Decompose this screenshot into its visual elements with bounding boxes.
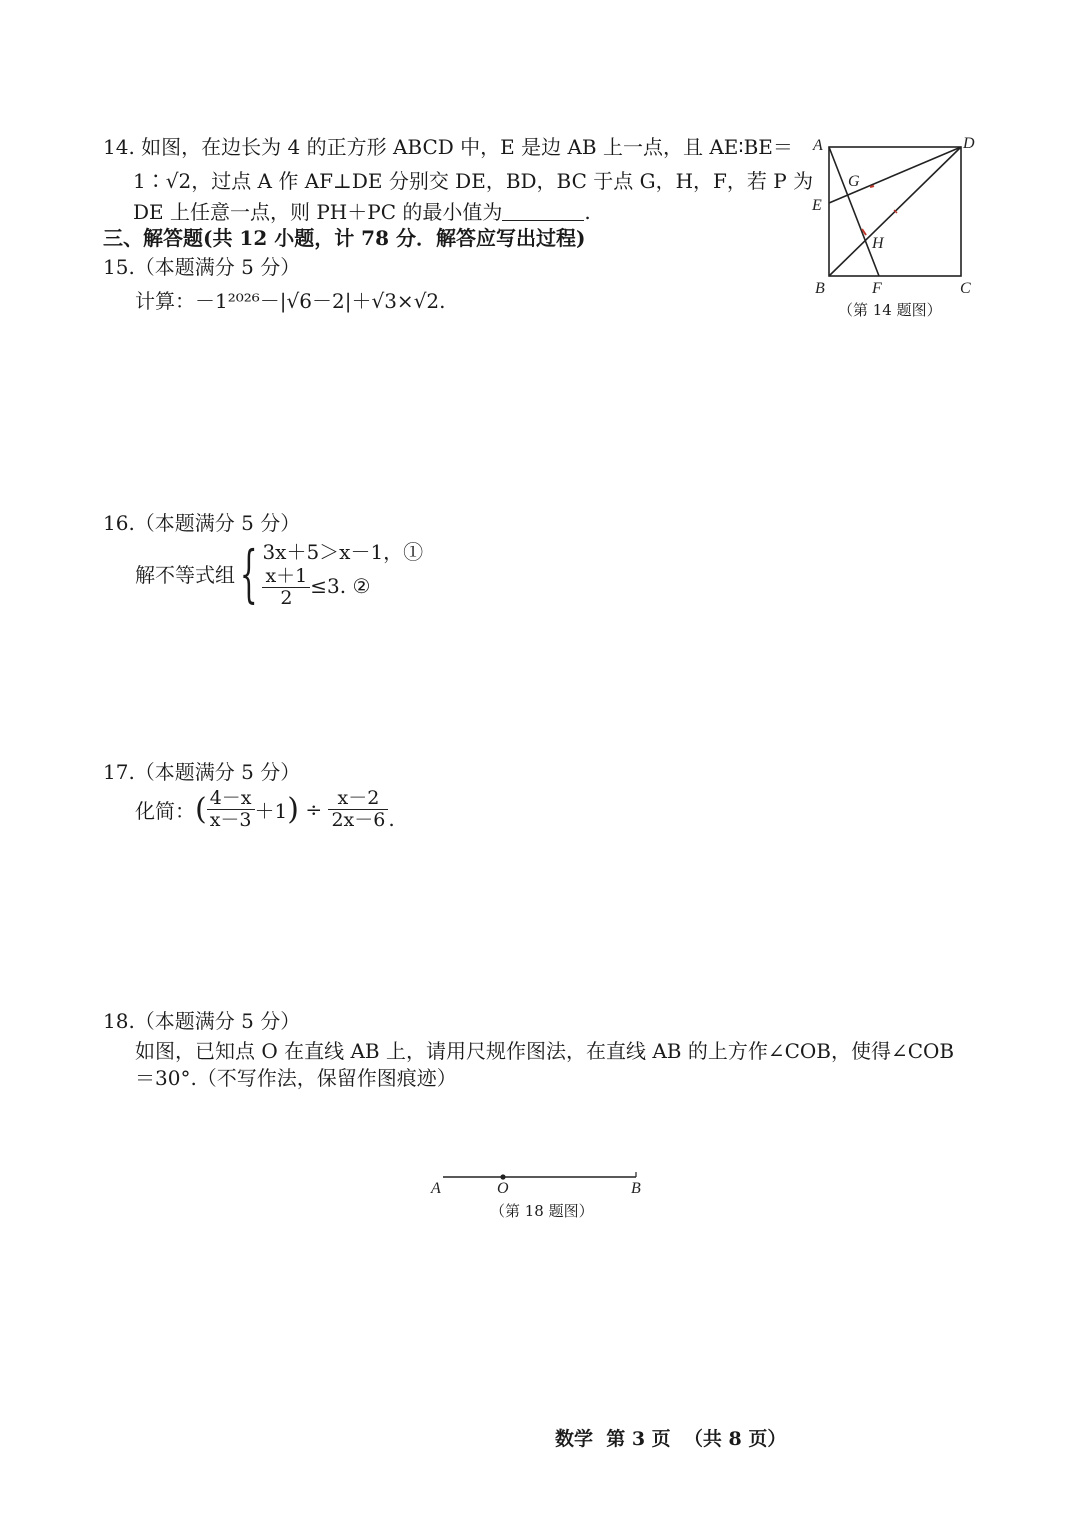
page-footer: 数学 第 3 页 （共 8 页） bbox=[555, 1428, 787, 1450]
q17-end: . bbox=[388, 807, 395, 831]
q17-frac1-num: 4－x bbox=[207, 788, 255, 810]
q18-heading: 18.（本题满分 5 分） bbox=[103, 1009, 301, 1033]
label-a: A bbox=[431, 1180, 441, 1197]
q17-heading: 17.（本题满分 5 分） bbox=[103, 760, 301, 784]
label-b: B bbox=[631, 1180, 641, 1197]
q14-text-line1: 14. 如图，在边长为 4 的正方形 ABCD 中，E 是边 AB 上一点，且 AE∶BE＝ bbox=[103, 135, 793, 159]
label-f: F bbox=[872, 280, 882, 297]
label-g: G bbox=[848, 173, 860, 190]
q17-mid: ＋1 bbox=[254, 799, 288, 823]
q16-frac-num: x＋1 bbox=[262, 566, 310, 588]
q16-inequality-2 bbox=[262, 566, 423, 609]
section-3-heading: 三、解答题(共 12 小题，计 78 分．解答应写出过程) bbox=[103, 226, 586, 250]
q16-inequality-2-rest: ≤3. ② bbox=[310, 574, 371, 598]
q18-text-line1: 如图，已知点 O 在直线 AB 上，请用尺规作图法，在直线 AB 的上方作∠COB，使得∠COB bbox=[135, 1039, 955, 1063]
answer-blank bbox=[502, 202, 584, 221]
q14-text-line3-pre: DE 上任意一点，则 PH＋PC 的最小值为 bbox=[133, 200, 503, 224]
label-h: H bbox=[872, 235, 884, 252]
q16-lead: 解不等式组 bbox=[135, 563, 235, 587]
q17-div: ÷ bbox=[305, 797, 323, 822]
q17-frac1-den: x－3 bbox=[209, 809, 252, 831]
q15-expression: 计算：－1²⁰²⁶－|√6－2|＋√3×√2. bbox=[135, 289, 446, 313]
q16-inequalities bbox=[262, 538, 423, 609]
label-c: C bbox=[960, 280, 971, 297]
figure-18-caption: （第 18 题图） bbox=[490, 1202, 594, 1220]
q14-text-line3-post: . bbox=[584, 200, 591, 224]
label-o: O bbox=[497, 1180, 509, 1197]
q16-inequality-1: 3x＋5＞x－1，① bbox=[262, 540, 424, 564]
segment-af bbox=[829, 147, 879, 276]
figure-14-caption: （第 14 题图） bbox=[838, 301, 942, 319]
point-o bbox=[500, 1174, 505, 1179]
q17-frac2-num: x－2 bbox=[328, 788, 388, 810]
q16-heading: 16.（本题满分 5 分） bbox=[103, 511, 301, 535]
system-brace: { bbox=[239, 536, 258, 610]
figure-14 bbox=[800, 128, 990, 318]
tick-mark-1 bbox=[870, 186, 874, 187]
q17-expression: 化简：( $\frac{4-x}{x-3}$ ＋1) ÷ $\frac{x-2}{2x-6}$ . bbox=[135, 787, 395, 831]
q17-frac2-den: 2x－6 bbox=[331, 809, 386, 831]
figure-18 bbox=[420, 1168, 660, 1202]
q15-heading: 15.（本题满分 5 分） bbox=[103, 255, 301, 279]
label-d: D bbox=[963, 135, 975, 152]
q14-text-line2: 1∶√2，过点 A 作 AF⊥DE 分别交 DE，BD，BC 于点 G，H，F，若 P 为 bbox=[133, 169, 814, 193]
q18-text-line2: ＝30°.（不写作法，保留作图痕迹） bbox=[135, 1066, 457, 1090]
label-e: E bbox=[812, 197, 822, 214]
q16-inequality-system bbox=[135, 538, 423, 609]
label-a: A bbox=[813, 137, 823, 154]
label-b: B bbox=[815, 280, 825, 297]
q16-frac-den: 2 bbox=[280, 587, 293, 609]
q17-lead: 化简： bbox=[135, 799, 195, 823]
